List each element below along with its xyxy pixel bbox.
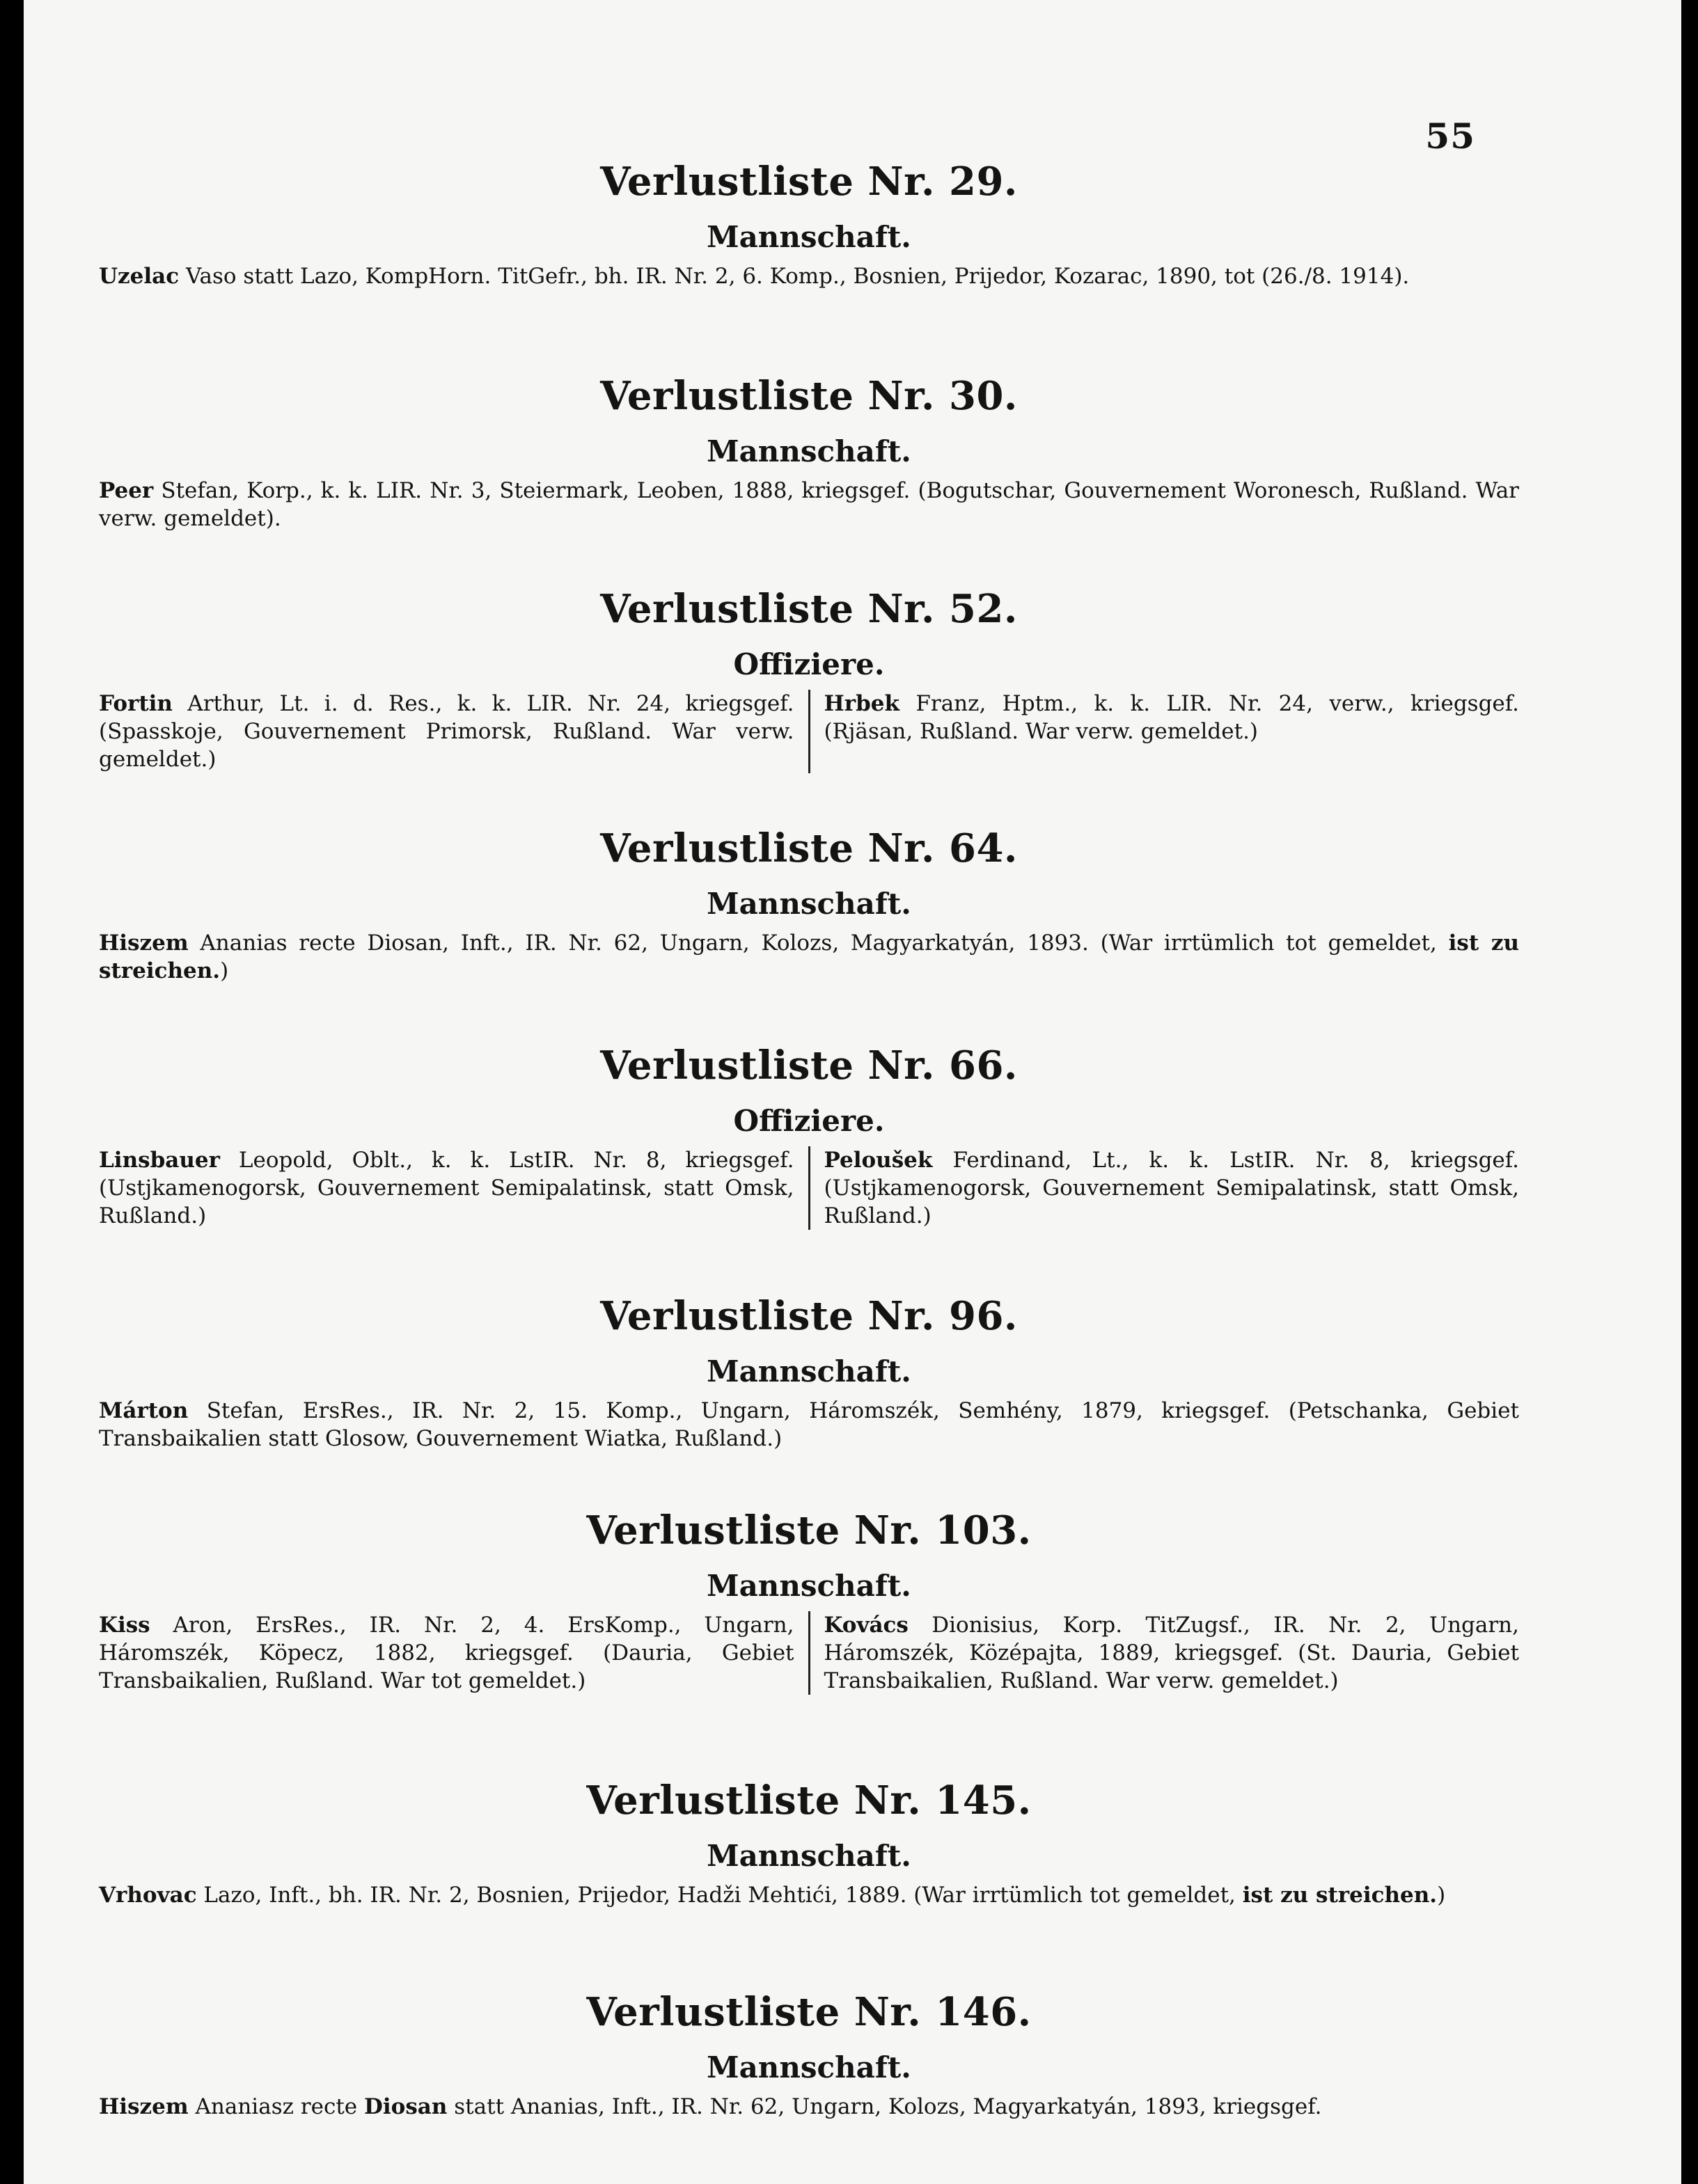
section-heading: Verlustliste Nr. 52. [600,586,1018,632]
entry-emphasis: ist zu streichen. [1242,1883,1438,1908]
entry-text: Ananiasz recte [188,2094,364,2119]
entry-right [808,1146,1520,1230]
entry [99,929,1519,985]
entry-text: Stefan, ErsRes., IR. Nr. 2, 15. Komp., Ungarn, Háromszék, Semhény, 1879, kriegsgef. (Petschanka, Gebiet Transbaikalien statt Glosow, Gouvernement Wiatka, Rußland.) [99,1398,1519,1451]
section-heading: Verlustliste Nr. 66. [600,1043,1018,1089]
entry-text: Arthur, Lt. i. d. Res., k. k. LIR. Nr. 24, kriegsgef. (Spasskoje, Gouvernement Primorsk, Rußland. War verw. gemeldet.) [99,691,794,772]
entry-right [808,1611,1520,1695]
entry-emphasis: ist zu streichen. [99,931,1519,983]
entry-name: Hiszem [99,2094,189,2119]
entry-name: Márton [99,1398,189,1423]
entry-text: Dionisius, Korp. TitZugsf., IR. Nr. 2, Ungarn, Háromszék, Középajta, 1889, kriegsgef. (St. Dauria, Gebiet Transbaikalien, Rußland. War verw. gemeldet.) [824,1613,1519,1693]
section-heading: Verlustliste Nr. 103. [586,1508,1032,1553]
section-heading: Verlustliste Nr. 29. [600,159,1018,205]
section-subheading: Mannschaft. [707,2050,911,2084]
entry-text: Vaso statt Lazo, KompHorn. TitGefr., bh. IR. Nr. 2, 6. Komp., Bosnien, Prijedor, Kozarac, 1890, tot (26./8. 1914). [179,264,1410,289]
entry-name: Kovács [824,1613,909,1638]
section-nr-66 [99,1043,1519,1230]
entry-name-secondary: Diosan [364,2094,448,2119]
entry-tail: ) [1437,1883,1446,1908]
section-heading: Verlustliste Nr. 146. [586,1989,1032,2035]
entry-text: Ferdinand, Lt., k. k. LstIR. Nr. 8, kriegsgef. (Ustjkamenogorsk, Gouvernement Semipalatinsk, statt Omsk, Rußland.) [824,1148,1519,1228]
entry [99,262,1519,290]
section-nr-64 [99,825,1519,985]
section-heading: Verlustliste Nr. 30. [600,373,1018,419]
section-subheading: Mannschaft. [707,1354,911,1388]
entry [99,1397,1519,1453]
entry-text: Aron, ErsRes., IR. Nr. 2, 4. ErsKomp., Ungarn, Háromszék, Köpecz, 1882, kriegsgef. (Dauria, Gebiet Transbaikalien, Rußland. War tot gemeldet.) [99,1613,794,1693]
entry [99,2093,1519,2121]
entry-name: Peloušek [824,1148,933,1173]
entry-left [99,1146,808,1230]
section-subheading: Mannschaft. [707,1569,911,1603]
two-column-entries [99,1611,1519,1695]
section-subheading: Mannschaft. [707,220,911,254]
section-subheading: Mannschaft. [707,1839,911,1873]
entry-name: Vrhovac [99,1883,197,1908]
section-subheading: Offiziere. [733,647,885,681]
entry-left [99,1611,808,1695]
entry-name: Uzelac [99,264,180,289]
two-column-entries [99,690,1519,773]
section-nr-30 [99,373,1519,532]
section-subheading: Offiziere. [733,1104,885,1138]
entry [99,1881,1519,1909]
entry-right [808,690,1520,773]
entry-name: Hrbek [824,691,899,716]
entry-text: Stefan, Korp., k. k. LIR. Nr. 3, Steiermark, Leoben, 1888, kriegsgef. (Bogutschar, Gouvernement Woronesch, Rußland. War verw. gemeldet). [99,478,1519,531]
section-heading: Verlustliste Nr. 64. [600,825,1018,871]
entry-text: Leopold, Oblt., k. k. LstIR. Nr. 8, kriegsgef. (Ustjkamenogorsk, Gouvernement Semipalatinsk, statt Omsk, Rußland.) [99,1148,794,1228]
section-nr-52 [99,586,1519,773]
page-number: 55 [1425,116,1475,157]
section-heading: Verlustliste Nr. 145. [586,1778,1032,1823]
entry-name: Hiszem [99,931,189,956]
section-nr-29 [99,159,1519,290]
section-subheading: Mannschaft. [707,887,911,921]
document-page [24,0,1681,2184]
entry-name: Fortin [99,691,173,716]
entry-name: Linsbauer [99,1148,220,1173]
two-column-entries [99,1146,1519,1230]
section-nr-103 [99,1508,1519,1695]
entry-text: Lazo, Inft., bh. IR. Nr. 2, Bosnien, Prijedor, Hadži Mehtići, 1889. (War irrtümlich tot gemeldet, [196,1883,1243,1908]
section-nr-96 [99,1293,1519,1453]
entry-text-secondary: statt Ananias, Inft., IR. Nr. 62, Ungarn, Kolozs, Magyarkatyán, 1893, kriegsgef. [447,2094,1322,2119]
entry-text: Franz, Hptm., k. k. LIR. Nr. 24, verw., kriegsgef. (Rjäsan, Rußland. War verw. gemeldet.) [824,691,1519,744]
entry-name: Kiss [99,1613,150,1638]
entry-text: Ananias recte Diosan, Inft., IR. Nr. 62, Ungarn, Kolozs, Magyarkatyán, 1893. (War irrtümlich tot gemeldet, [188,931,1449,956]
section-subheading: Mannschaft. [707,434,911,468]
entry-name: Peer [99,478,154,503]
section-nr-145 [99,1778,1519,1909]
section-nr-146 [99,1989,1519,2121]
entry-left [99,690,808,773]
entry [99,477,1519,532]
section-heading: Verlustliste Nr. 96. [600,1293,1018,1339]
entry-tail: ) [220,958,229,983]
